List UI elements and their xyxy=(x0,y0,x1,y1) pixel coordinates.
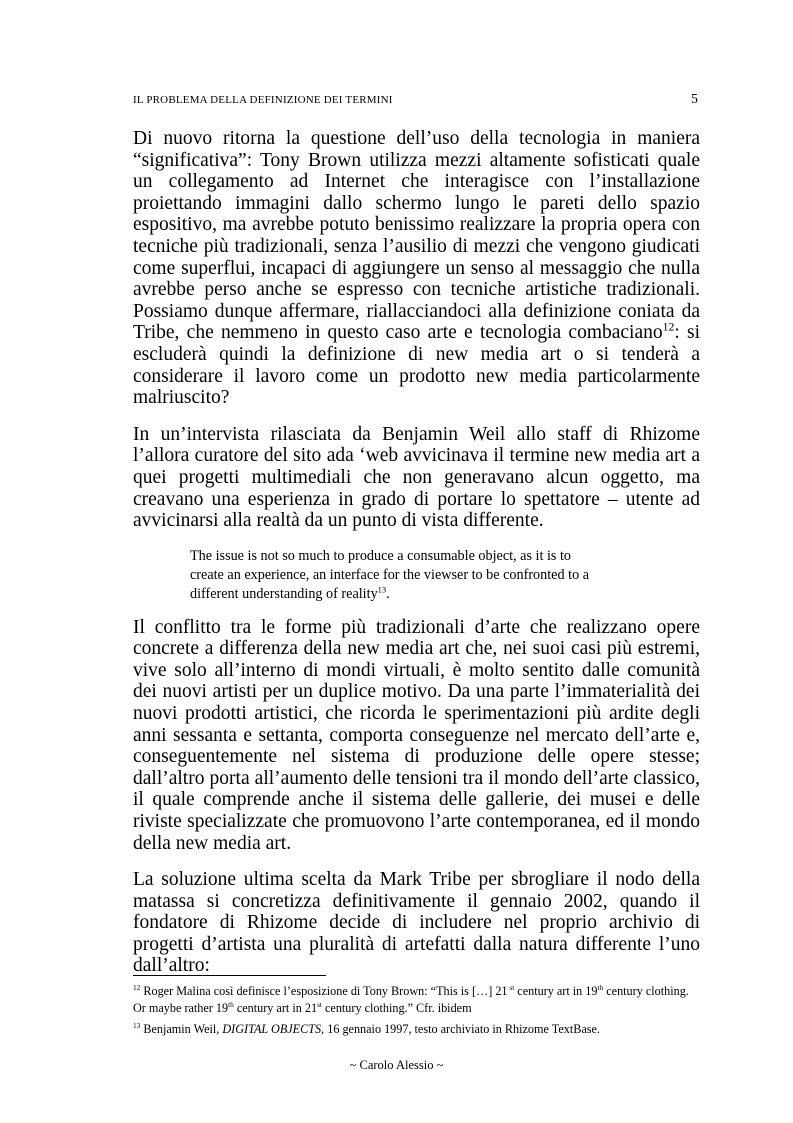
footnote-12-sup-1: st xyxy=(507,982,515,992)
footnote-13-number: 13 xyxy=(133,1020,141,1030)
footnote-12 xyxy=(133,983,700,1017)
quote-line-1: The issue is not so much to produce a consumable object, as it is to xyxy=(190,547,572,564)
paragraph-3: Il conflitto tra le forme più tradizionali d’arte che realizzano opere concrete a differenza della new media art che, nei suoi casi più estremi, vive solo all’interno di mondi virtuali, è molto sentito dalle comunità dei nuovi artisti per un duplice motivo. Da una parte l’immaterialità dei nuovi prodotti artistici, che ricorda le sperimentazioni più ardite degli anni sessanta e settanta, comporta conseguenze nel mercato dell’arte e, conseguentemente nel sistema di produzione delle opere stesse; dall’altro porta all’aumento delle tensioni tra il mondo dell’arte classico, il quale comprende anche il sistema delle gallerie, dei musei e delle riviste specializzate che promuovono l’arte contemporanea, ed il mondo della new media art. xyxy=(133,616,700,854)
paragraph-1 xyxy=(133,128,700,409)
footnote-12-text-b: century art in 19 xyxy=(514,984,598,998)
footnote-12-text-a: Roger Malina così definisce l’esposizione di Tony Brown: “This is […] 21 xyxy=(140,984,508,998)
footnote-12-number: 12 xyxy=(133,982,141,992)
footnote-13-text-b: 16 gennaio 1997, testo archiviato in Rhizome TextBase. xyxy=(324,1022,600,1036)
quote-line-3: different understanding of reality xyxy=(190,586,378,603)
block-quote xyxy=(190,547,645,605)
footnote-separator xyxy=(133,975,326,976)
footnote-12-text-c: century clothing. Or maybe rather 19 xyxy=(133,984,689,1015)
paragraph-2: In un’intervista rilasciata da Benjamin Weil allo staff di Rhizome l’allora curatore del sito ada ‘web avvicinava il termine new media art a quei progetti multimediali che non generavano alcun oggetto, ma creavano una esperienza in grado di portare lo spettatore – utente ad avvicinarsi alla realtà da un punto di vista differente. xyxy=(133,423,700,532)
running-header xyxy=(133,94,698,114)
footnotes xyxy=(133,983,700,1042)
paragraph-1-text-b: : si escluderà quindi la definizione di new media art o si tenderà a considerare il lavoro come un prodotto new media particolarmente malriuscito? xyxy=(133,322,700,409)
footnote-ref-12[interactable]: 12 xyxy=(662,320,675,334)
footnote-ref-13[interactable]: 13 xyxy=(377,584,387,595)
quote-end: . xyxy=(386,586,390,603)
footnote-12-sup-4: st xyxy=(317,999,322,1009)
footnote-12-text-d: century art in 21 xyxy=(233,1001,318,1015)
paragraph-4: La soluzione ultima scelta da Mark Tribe per sbrogliare il nodo della matassa si concretizza definitivamente il gennaio 2002, quando il fondatore di Rhizome decide di includere nel proprio archivio di progetti d’artista una pluralità di artefatti dalla natura differente l’uno dall’altro: xyxy=(133,869,700,977)
paragraph-1-text-a: Di nuovo ritorna la questione dell’uso della tecnologia in maniera “significativa”: Tony Brown utilizza mezzi altamente sofisticati quale un collegamento ad Internet che interagisce con l’installazione proiettando immagini dallo schermo lungo le pareti dello spazio espositivo, ma avrebbe potuto benissimo realizzare la propria opera con tecniche più tradizionali, senza l’ausilio di mezzi che vengono giudicati come superflui, incapaci di aggiungere un senso al messaggio che nulla avrebbe perso anche se espresso con tecniche artistiche tradizionali. Possiamo dunque affermare, riallacciandoci alla definizione coniata da Tribe, che nemmeno in questo caso arte e tecnologia combaciano xyxy=(133,128,700,344)
footnote-13 xyxy=(133,1021,700,1038)
footnote-12-sup-2: th xyxy=(597,982,604,992)
quote-line-2: create an experience, an interface for the viewser to be confronted to a xyxy=(190,566,590,583)
main-text xyxy=(133,128,700,992)
page-number: 5 xyxy=(691,92,698,107)
chapter-title: IL PROBLEMA DELLA DEFINIZIONE DEI TERMINI xyxy=(133,94,393,106)
footnote-13-text-a: Benjamin Weil, xyxy=(140,1022,223,1036)
footnote-12-sup-3: th xyxy=(228,999,234,1009)
footnote-13-title: DIGITAL OBJECTS, xyxy=(222,1022,325,1036)
footnote-12-text-e: century clothing.” Cfr. ibidem xyxy=(321,1001,472,1015)
page-footer: ~ Carolo Alessio ~ xyxy=(349,1058,444,1072)
